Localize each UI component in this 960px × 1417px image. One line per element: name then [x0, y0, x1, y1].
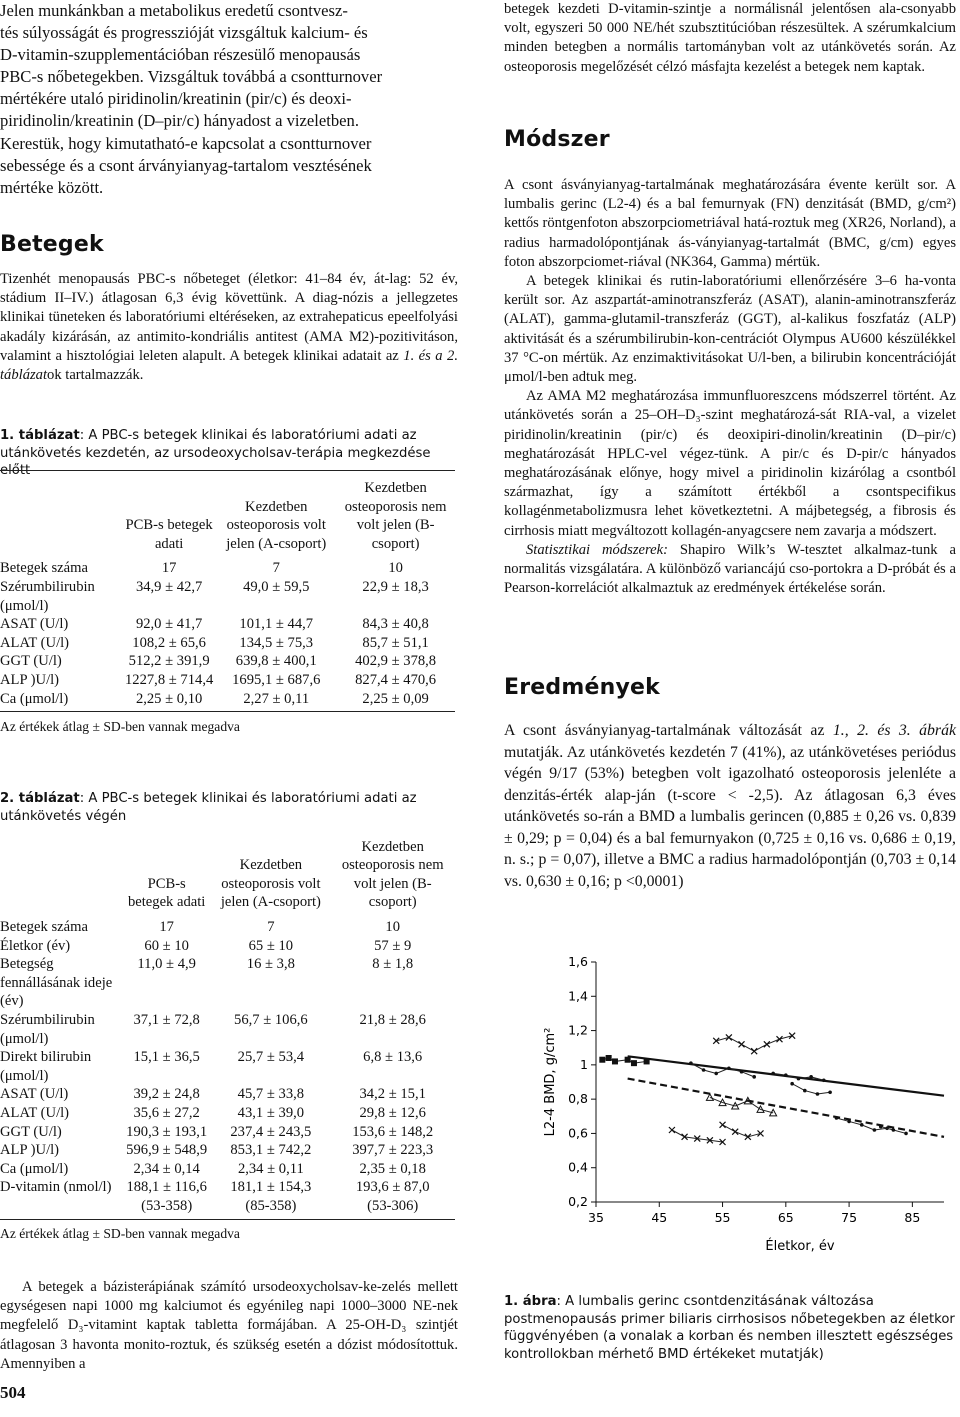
table-row-label: ASAT (U/l)	[0, 1086, 69, 1103]
table1-note: Az értékek átlag ± SD-ben vannak megadva	[0, 719, 240, 735]
table-row-label: GGT (U/l)	[0, 653, 62, 670]
table-row	[0, 1085, 455, 1104]
x-tick-label: 35	[588, 1210, 604, 1225]
table-cell: 639,8 ± 400,1	[235, 653, 317, 670]
modszer-heading: Módszer	[504, 127, 610, 152]
series-line	[792, 1084, 830, 1094]
y-tick-label: 0,8	[568, 1091, 588, 1107]
table-row-label: GGT (U/l)	[0, 1123, 62, 1140]
table-row	[0, 634, 455, 653]
betegek-text-b: ok tartalmazzák.	[47, 367, 144, 384]
table-cell: 7	[267, 919, 275, 935]
data-point	[669, 1127, 675, 1133]
table-row	[0, 1160, 455, 1179]
statistics-lead: Statisztikai módszerek:	[526, 541, 668, 558]
betegek-ref: 1. és a 2. táblázat	[0, 347, 458, 384]
data-point	[873, 1128, 877, 1132]
data-point	[740, 1070, 744, 1074]
figure-caption	[504, 1293, 956, 1363]
table-cell: 101,1 ± 44,7	[239, 616, 314, 633]
table-cell: 2,35 ± 0,18	[359, 1160, 426, 1177]
figure-label: 1. ábra	[504, 1294, 557, 1309]
table-cell: 11,0 ± 4,9	[137, 956, 196, 973]
data-point	[702, 1068, 706, 1072]
data-point	[904, 1132, 908, 1136]
y-tick-label: 1,6	[568, 954, 588, 969]
modszer-p1: A csont ásványianyag-tartalmának meghatározására évente került sor. A lumbalis gerinc (L2-4) és a bal femurnyak (FN) denzitását (BMD, g/cm²) kettős röntgenfoton abszorpciometriával hatá-roztuk meg (XR26, Norland), a radius harmadolópontjának ás-ványianyag-tartalmát (BMC, g/cm) egyes foton abszorpciomet-riával (NK364, Gamma) mértük.	[504, 177, 956, 270]
table-row-label: Életkor (év)	[0, 937, 71, 954]
table-cell: 853,1 ± 742,2	[230, 1142, 312, 1159]
table-cell: 10	[388, 560, 403, 577]
table2-caption-text: : A PBC-s betegek klinikai és laboratóriumi adati az utánkövetés végén	[0, 791, 417, 824]
table-cell: 22,9 ± 18,3	[362, 578, 429, 595]
table-cell: 402,9 ± 378,8	[355, 653, 437, 670]
table-row-label: Betegek száma	[0, 560, 88, 577]
table-header-cell: PCB-s betegek adati	[125, 517, 213, 552]
table-cell: 2,34 ± 0,14	[133, 1160, 200, 1177]
table-row	[0, 652, 455, 671]
table-header-empty	[0, 826, 122, 918]
y-axis-label: L2-4 BMD, g/cm²	[543, 1027, 558, 1137]
intro-line: Kerestük, hogy kimutatható-e kapcsolat a csontturnover	[0, 133, 372, 153]
table-row	[0, 955, 455, 1011]
table-row-label: ALAT (U/l)	[0, 634, 70, 651]
table-cell: 21,8 ± 28,6	[359, 1011, 426, 1028]
table1-caption-text: : A PBC-s betegek klinikai és laboratóriumi adati az utánkövetés kezdetén, az ursodeoxycholsav-terápia megkezdése előtt	[0, 428, 431, 478]
table-row-label: Ca (μmol/l)	[0, 1160, 69, 1177]
table-cell: 134,5 ± 75,3	[239, 634, 314, 651]
statistics-text: Shapiro Wilk’s W-tesztet alkalmaz-tunk a normalitás vizsgálatára. A különböző variancájú cso-portokra a D-próbát és a Pearson-korrelációt alkalmaztuk az eredmények értékelése során.	[504, 541, 956, 597]
y-tick-label: 0,6	[568, 1125, 588, 1141]
table-row	[0, 1178, 455, 1215]
data-point	[720, 1122, 726, 1128]
data-point	[784, 1073, 788, 1077]
table-row-label: Szérumbilirubin (μmol/l)	[0, 578, 95, 614]
table-cell: 6,8 ± 13,6	[363, 1049, 423, 1066]
table-cell: 17	[159, 919, 174, 935]
table-cell: 16 ± 3,8	[246, 956, 295, 973]
table2	[0, 826, 455, 1242]
data-point	[789, 1033, 795, 1039]
therapy-paragraph: A betegek a bázisterápiának számító ursodeoxycholsav-ke-zelés mellett egységesen napi 1000 mg kalciumot és egyénileg napi 1000–3000 NE-nek megfelelő D₃-vitamint kaptak tabletta formájában. A 25-OH-D₃ szintjét átlagosan 3 havonta monito-roztuk, és szükség esetén a dózist módosítottuk. Amennyiben a	[0, 1279, 458, 1372]
table-cell: 34,9 ± 42,7	[135, 578, 203, 595]
table-cell: 34,2 ± 15,1	[359, 1086, 426, 1103]
data-point	[739, 1041, 745, 1047]
table-cell: 56,7 ± 106,6	[234, 1011, 308, 1028]
data-point	[822, 1078, 826, 1082]
table1	[0, 470, 455, 735]
table-header-row	[0, 471, 455, 559]
table-cell: 2,34 ± 0,11	[237, 1160, 304, 1177]
eredmenyek-text-a: A csont ásványianyag-tartalmának változását az	[504, 722, 833, 739]
table-header-empty	[0, 471, 122, 559]
table-row-label: Ca (μmol/l)	[0, 690, 69, 707]
data-point	[644, 1058, 650, 1064]
table-row-label: Szérumbilirubin (μmol/l)	[0, 1011, 95, 1047]
table-row	[0, 690, 455, 709]
modszer-p4	[504, 541, 956, 599]
table-row-label: Direkt bilirubin (μmol/l)	[0, 1049, 92, 1084]
data-point	[892, 1128, 896, 1132]
table-cell: 60 ± 10	[144, 937, 189, 954]
table-cell: 43,1 ± 39,0	[237, 1104, 305, 1121]
data-point	[714, 1072, 718, 1076]
data-point	[606, 1055, 612, 1061]
data-point	[797, 1077, 801, 1081]
table2-caption	[0, 790, 458, 825]
y-tick-label: 1,4	[568, 988, 588, 1004]
data-point	[860, 1123, 864, 1127]
modszer-body	[504, 176, 956, 598]
table-row	[0, 615, 455, 634]
x-tick-label: 65	[777, 1210, 794, 1225]
x-tick-label: 85	[904, 1210, 921, 1225]
eredmenyek-heading: Eredmények	[504, 675, 660, 700]
data-point	[816, 1092, 820, 1096]
table-row	[0, 1141, 455, 1160]
table-cell: 84,3 ± 40,8	[362, 616, 429, 633]
data-point	[803, 1089, 807, 1093]
table-header-cell: Kezdetben osteoporosis nem volt jelen (B-csoport)	[341, 838, 444, 911]
table-cell: 2,25 ± 0,10	[135, 690, 203, 707]
modszer-p3: Az AMA M2 meghatározása immunfluoreszcens módszerrel történt. Az utánkövetés során a 25–OH–D₃-szint meghatározá-sát RIA-val, a vizelet piridinolin/kreatinin (pir/c) és deoxipiri-dinolin/kreatinin (D–pir/c) meghatározását HPLC-vel végez-tünk. A pir/c és D-pir/c hányados meghatározásának előnye, hogy mivel a piridinolin kizárólag a csontból származhat, így a számított értékből a csontspecifikus kollagénmetabolizmusra lehet következtetni. A májbetegség, a fibrosis és cirrhosis miatt megváltozott kollagén-anyagcsere nem zavarja a módszert.	[504, 388, 956, 539]
x-tick-label: 75	[841, 1210, 858, 1225]
eredmenyek-text-b: mutatják. Az utánkövetés kezdetén 7 (41%), az utánkövetéses periódus végén 9/17 (53%) betegben volt igazolható osteoporosis jelenléte a denzitás-érték alap-ján (t-score < -2,5). Az átlagosan 6,3 éves utánkövetés so-rán a BMD a lumbalis gerincen (0,885 ± 0,26 vs. 0,839 ± 0,29; p = 0,04) és a bal femurnyakon (0,725 ± 0,16 vs. 0,686 ± 0,19, n. s.; p = 0,07), illetve a BMC a radius harmadolópontján (0,703 ± 0,14 vs. 0,630 ± 0,16; p <0,0001)	[504, 743, 956, 890]
data-point	[713, 1038, 719, 1044]
data-point	[745, 1134, 751, 1140]
table-header-cell: PCB-s betegek adati	[127, 875, 206, 911]
betegek-paragraph	[0, 270, 458, 385]
table-cell: 1227,8 ± 714,4	[124, 671, 214, 688]
table-cell: 7	[272, 560, 280, 577]
y-tick-label: 0,4	[568, 1159, 588, 1175]
bmd-chart	[504, 950, 956, 1280]
betegek-text-a: Tizenhét menopausás PBC-s nőbeteget (életkor: 41–84 év, át-lag: 52 év, stádium II–IV.) átlagosan 6,3 évig követtünk. A diag-nózis a jellegzetes klinikai tüneteken és laboratóriumi eltéréseken, az extrahepaticus epeelfolyási akadály kizárásán, az antimito-kondriális antitest (AMA M2)-pozitivitáson, valamint a hisztológiai leleten alapult. A betegek klinikai adatait az	[0, 271, 458, 364]
data-point	[689, 1061, 693, 1065]
table-cell: 397,7 ± 223,3	[352, 1142, 434, 1159]
table-cell: 39,2 ± 24,8	[133, 1086, 200, 1103]
data-point	[828, 1090, 832, 1094]
table-cell: 57 ± 9	[374, 937, 412, 954]
data-point	[625, 1057, 631, 1063]
table-row	[0, 671, 455, 690]
table-row	[0, 937, 455, 956]
data-point	[879, 1125, 883, 1129]
data-point	[758, 1130, 764, 1136]
table-cell: 153,6 ± 148,2	[352, 1123, 434, 1140]
table-header-row	[0, 826, 455, 918]
data-point	[706, 1094, 713, 1101]
table-row	[0, 918, 455, 937]
y-tick-label: 0,2	[568, 1194, 588, 1209]
data-point	[726, 1034, 732, 1040]
data-point	[790, 1082, 794, 1086]
x-tick-label: 55	[714, 1210, 731, 1225]
table-cell: 85,7 ± 51,1	[362, 634, 429, 651]
table-row	[0, 559, 455, 578]
data-point	[727, 1066, 731, 1070]
table-row-label: ASAT (U/l)	[0, 616, 69, 633]
intro-line: tés súlyosságát és progresszióját vizsgáltuk kalcium- és	[0, 23, 368, 43]
table-cell: 15,1 ± 36,5	[133, 1049, 200, 1066]
table-cell: 181,1 ± 154,3 (85-358)	[230, 1179, 312, 1214]
data-point	[599, 1057, 605, 1063]
eredmenyek-paragraph	[504, 720, 956, 892]
figure-caption-text: : A lumbalis gerinc csontdenzitásának változása postmenopausás primer biliaris cirrhosisos nőbetegekben az életkor függvényében (a vonalak a korban és nemben illesztett egészséges kontrollokban mérhető BMD értékeket mutatják)	[504, 1294, 955, 1362]
table-row	[0, 1104, 455, 1123]
data-point	[732, 1129, 738, 1135]
table-cell: 2,27 ± 0,11	[243, 690, 310, 707]
table-cell: 10	[385, 919, 400, 935]
table-row-label: ALAT (U/l)	[0, 1104, 70, 1121]
table-row-label: Betegek száma	[0, 919, 88, 935]
table-cell: 8 ± 1,8	[372, 956, 414, 973]
table2-grid	[0, 826, 455, 1216]
data-point	[612, 1058, 618, 1064]
series-line	[723, 1125, 761, 1137]
dashed-reference-line	[628, 1079, 944, 1137]
table-cell: 65 ± 10	[248, 937, 294, 954]
intro-line: D-vitamin-szupplementációban részesülő menopausás	[0, 45, 361, 65]
intro-line: mértékére utaló piridinolin/kreatinin (pir/c) és deoxi-	[0, 89, 352, 109]
table-cell: 596,9 ± 548,9	[126, 1142, 208, 1159]
table1-label: 1. táblázat	[0, 428, 80, 443]
table1-grid	[0, 471, 455, 708]
table-row-label: D-vitamin (nmol/l)	[0, 1179, 112, 1196]
table-cell: 45,7 ± 33,8	[237, 1086, 305, 1103]
table-cell: 35,6 ± 27,2	[133, 1104, 200, 1121]
table-cell: 92,0 ± 41,7	[135, 616, 203, 633]
data-point	[847, 1120, 851, 1124]
table-cell: 29,8 ± 12,6	[359, 1104, 426, 1121]
page-number: 504	[0, 1383, 26, 1402]
table-row-label: ALP )U/l)	[0, 1142, 60, 1159]
intro-line: sebessége és a csont árványianyag-tartalom vesztésének	[0, 155, 372, 175]
table2-label: 2. táblázat	[0, 791, 80, 806]
followup-paragraph: betegek kezdeti D-vitamin-szintje a normálisnál jelentősen ala-csonyabb volt, egyszeri 50 000 NE/hét szubsztitúcióban részesültek. A szérumkalcium minden betegben a normális tartományban volt az utánkövetés során. Az osteoporosis megelőzését célzó másfajta kezelést a betegek nem kaptak.	[504, 1, 956, 75]
eredmenyek-ref: 1., 2. és 3. ábrák	[832, 722, 956, 739]
table-cell: 188,1 ± 116,6 (53-358)	[126, 1179, 207, 1214]
table-header-cell: Kezdetben osteoporosis volt jelen (A-csoport)	[226, 498, 327, 552]
data-point	[809, 1075, 813, 1079]
intro-paragraph	[0, 0, 458, 199]
table-row-label: Betegség fennállásának ideje (év)	[0, 956, 113, 1010]
table-header-cell: Kezdetben osteoporosis nem volt jelen (B-csoport)	[344, 480, 447, 552]
table-cell: 49,0 ± 59,5	[243, 578, 310, 595]
modszer-p2: A betegek klinikai és rutin-laboratóriumi ellenőrzésére 3–6 ha-vonta került sor. Az aszpartát-aminotranszferáz (ASAT), alanin-aminotranszferáz (ALAT), gamma-glutamil-transzferáz (GGT), al-kalikus foszfatáz (ALP) aktivitását és a szérumbilirubin-kon-centrációt Olympus AU600 készülékkel 37 °C-on mértük. Az enzimaktivitásokat U/l-ben, a bilirubin koncentrációját μmol/l-ben adtuk meg.	[504, 273, 956, 386]
betegek-heading: Betegek	[0, 232, 104, 257]
table-cell: 193,6 ± 87,0 (53-306)	[355, 1179, 430, 1214]
intro-line: PBC-s nőbetegekben. Vizsgáltuk továbbá a csontturnover	[0, 67, 383, 87]
table-cell: 37,1 ± 72,8	[133, 1011, 200, 1028]
table-cell: 2,25 ± 0,09	[362, 690, 429, 707]
y-tick-label: 1	[580, 1056, 588, 1072]
data-point	[751, 1048, 757, 1054]
table-row	[0, 1123, 455, 1142]
data-point	[752, 1075, 756, 1079]
intro-line: mértéke között.	[0, 177, 104, 197]
table-header-cell: Kezdetben osteoporosis volt jelen (A-csoport)	[220, 857, 321, 911]
x-tick-label: 45	[651, 1210, 668, 1225]
data-point	[764, 1041, 770, 1047]
intro-line: piridinolin/kreatinin (D–pir/c) hányadost a vizeletben.	[0, 111, 359, 131]
data-point	[776, 1036, 782, 1042]
table-cell: 17	[161, 560, 177, 577]
table-cell: 25,7 ± 53,4	[237, 1049, 305, 1066]
x-axis-label: Életkor, év	[765, 1239, 835, 1254]
table-cell: 237,4 ± 243,5	[230, 1123, 312, 1140]
table-cell: 827,4 ± 470,6	[355, 671, 437, 688]
table-cell: 1695,1 ± 687,6	[232, 671, 321, 688]
table-row	[0, 578, 455, 615]
table-cell: 512,2 ± 391,9	[128, 653, 210, 670]
table-row	[0, 1011, 455, 1048]
intro-line: Jelen munkánkban a metabolikus eredetű csontvesz-	[0, 1, 348, 20]
series-line	[672, 1130, 723, 1142]
data-point	[835, 1116, 839, 1120]
table-cell: 108,2 ± 65,6	[132, 634, 206, 651]
table-row-label: ALP )U/l)	[0, 671, 60, 688]
table-row	[0, 1048, 455, 1085]
data-point	[631, 1060, 637, 1066]
table2-note: Az értékek átlag ± SD-ben vannak megadva	[0, 1225, 240, 1241]
table-cell: 190,3 ± 193,1	[126, 1123, 208, 1140]
data-point	[771, 1072, 775, 1076]
y-tick-label: 1,2	[568, 1022, 588, 1038]
